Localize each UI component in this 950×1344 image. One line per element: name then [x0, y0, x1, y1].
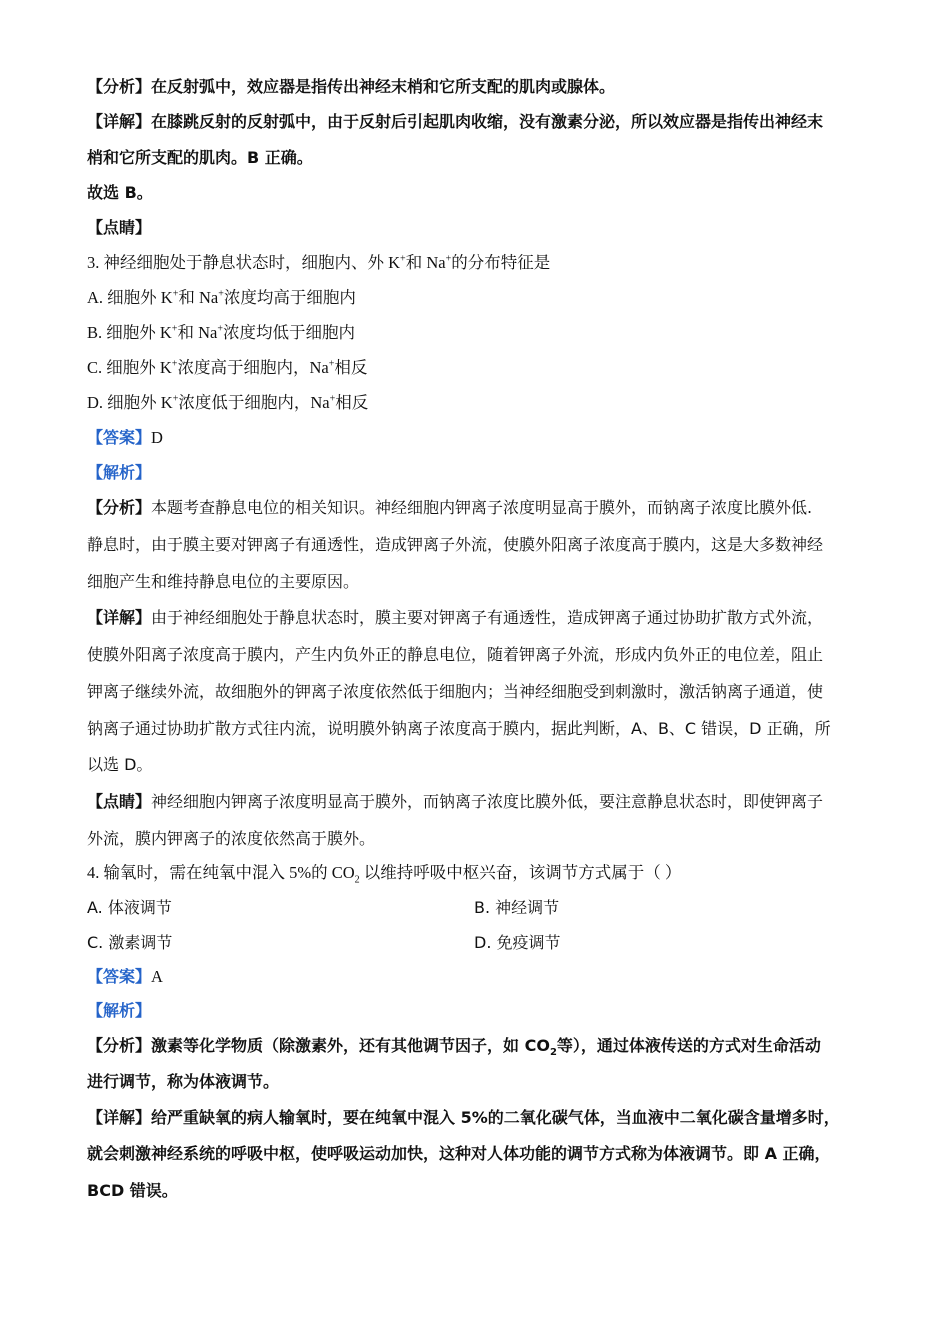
q3-analysis-line-3: 细胞产生和维持静息电位的主要原因。: [87, 572, 360, 591]
detail-line-1: 【详解】在膝跳反射的反射弧中，由于反射后引起肌肉收缩，没有激素分泌，所以效应器是指传出神经末: [87, 112, 824, 131]
q4-analysis-line-1: 【分析】激素等化学物质（除激素外，还有其他调节因子，如 $CO_2$等），通过体液传送的方式对生命活动: [87, 1036, 821, 1059]
q3-option-a: A. 细胞外 K+和 Na+浓度均高于细胞内: [87, 288, 356, 307]
q3-option-c: C. 细胞外 K+浓度高于细胞内，Na+相反: [87, 358, 368, 377]
q4-stem: 4. 输氧时，需在纯氧中混入 5%的 $CO_2$ 以维持呼吸中枢兴奋，该调节方式属于（ ）: [87, 863, 682, 886]
conclusion-line: 故选 B。: [87, 183, 153, 202]
q3-analysis-line-2: 静息时，由于膜主要对钾离子有通透性，造成钾离子外流，使膜外阳离子浓度高于膜内，这是大多数神经: [87, 535, 824, 554]
q3-comment-line-2: 外流，膜内钾离子的浓度依然高于膜外。: [87, 829, 376, 848]
q4-option-d: D. 免疫调节: [474, 933, 561, 952]
q3-detail-line-4: 钠离子通过协助扩散方式往内流，说明膜外钠离子浓度高于膜内，据此判断，A、B、C 错误，D 正确，所: [87, 719, 831, 738]
detail-tag: 【详解】: [87, 112, 152, 131]
q3-analysis-line-1: 【分析】本题考查静息电位的相关知识。神经细胞内钾离子浓度明显高于膜外，而钠离子浓度比膜外低.: [87, 498, 813, 517]
q4-option-a: A. 体液调节: [87, 898, 172, 917]
q4-answer: 【答案】A: [87, 967, 163, 986]
comment-tag: 【点睛】: [87, 218, 152, 237]
q3-detail-line-2: 使膜外阳离子浓度高于膜内，产生内负外正的静息电位，随着钾离子外流，形成内负外正的电位差，阻止: [87, 645, 824, 664]
q3-detail-line-3: 钾离子继续外流，故细胞外的钾离子浓度依然低于细胞内；当神经细胞受到刺激时，激活钠离子通道，使: [87, 682, 824, 701]
answer-tag: 【答案】: [87, 428, 152, 447]
q3-explain-tag: 【解析】: [87, 463, 152, 482]
detail-line-2: 梢和它所支配的肌肉。B 正确。: [87, 148, 313, 167]
q3-detail-line-1: 【详解】由于神经细胞处于静息状态时，膜主要对钾离子有通透性，造成钾离子通过协助扩散方式外流，: [87, 608, 824, 627]
answer-tag: 【答案】: [87, 967, 152, 986]
q3-option-b: B. 细胞外 K+和 Na+浓度均低于细胞内: [87, 323, 355, 342]
q3-detail-line-5: 以选 D。: [87, 755, 153, 774]
q3-option-d: D. 细胞外 K+浓度低于细胞内，Na+相反: [87, 393, 369, 412]
q3-answer: 【答案】D: [87, 428, 163, 447]
q3-stem: 3. 神经细胞处于静息状态时，细胞内、外 K+和 Na+的分布特征是: [87, 253, 551, 272]
q4-detail-line-3: BCD 错误。: [87, 1181, 178, 1200]
q4-explain-tag: 【解析】: [87, 1001, 152, 1020]
q4-detail-line-1: 【详解】给严重缺氧的病人输氧时，要在纯氧中混入 5%的二氧化碳气体，当血液中二氧化碳含量增多时，: [87, 1108, 840, 1127]
analysis-tag: 【分析】: [87, 77, 152, 96]
q3-comment-line-1: 【点睛】神经细胞内钾离子浓度明显高于膜外，而钠离子浓度比膜外低，要注意静息状态时，即使钾离子: [87, 792, 824, 811]
q4-detail-line-2: 就会刺激神经系统的呼吸中枢，使呼吸运动加快，这种对人体功能的调节方式称为体液调节。即 A 正确，: [87, 1144, 831, 1163]
analysis-line: 【分析】在反射弧中，效应器是指传出神经末梢和它所支配的肌肉或腺体。: [87, 77, 616, 96]
q4-option-b: B. 神经调节: [474, 898, 560, 917]
q4-analysis-line-2: 进行调节，称为体液调节。: [87, 1072, 280, 1091]
q4-option-c: C. 激素调节: [87, 933, 173, 952]
